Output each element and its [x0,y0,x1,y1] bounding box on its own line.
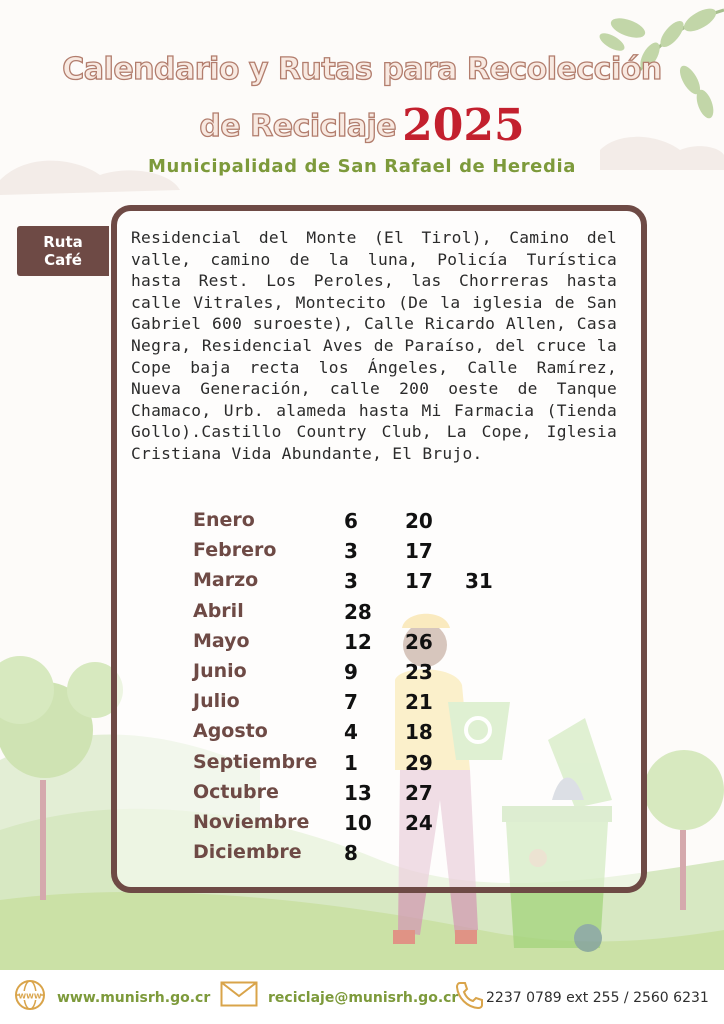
route-description: Residencial del Monte (El Tirol), Camino del valle, camino de la luna, Policía Turística hasta Rest. Los Peroles, las Chorreras hasta calle Vitrales, Montecito (De la iglesia de San Gabriel 600 suroeste), Calle Ricardo Allen, Casa Negra, Residencial Aves de Paraíso, del cruce la Cope baja recta los Ángeles, Calle Ramírez, Nueva Generación, calle 200 oeste de Tanque Chamaco, Urb. alameda hasta Mi Farmacia (Tienda Gollo).Castillo Country Club, La Cope, Iglesia Cristiana Vida Abundante, El Brujo. [131,228,617,463]
month-label: Enero [193,509,255,531]
website-link[interactable]: www.munisrh.go.cr [57,990,211,1006]
phone-numbers: 2237 0789 ext 255 / 2560 6231 [486,990,709,1006]
month-label: Mayo [193,629,250,652]
municipality-subtitle: Municipalidad de San Rafael de Heredia [147,156,576,177]
collection-day: 8 [344,841,358,866]
month-label: Agosto [193,720,268,743]
month-label: Noviembre [193,810,310,833]
month-label: Febrero [193,539,277,562]
collection-day: 23 [405,659,433,684]
collection-day: 31 [465,569,493,594]
collection-day: 12 [344,629,372,654]
collection-day: 6 [344,509,358,533]
collection-day: 4 [344,720,358,745]
collection-day: 9 [344,659,358,684]
collection-day: 17 [405,569,433,594]
route-tag [17,226,109,276]
title-line-1: Calendario y Rutas para Recolección [62,52,662,87]
title-line-2-text: de Reciclaje [199,109,397,144]
collection-day: 24 [405,810,433,835]
collection-day: 3 [344,569,358,594]
month-label: Junio [193,659,247,682]
collection-day: 20 [405,509,433,533]
collection-day: 29 [405,750,433,775]
month-label: Marzo [193,569,259,592]
email-link[interactable]: reciclaje@munisrh.go.cr [268,990,459,1006]
phone-icon [454,980,484,1010]
route-tag-line-2: Café [44,251,82,269]
collection-day: 17 [405,539,433,564]
collection-day: 3 [344,539,358,564]
collection-day: 10 [344,810,372,835]
month-label: Julio [193,690,240,713]
title-line-2 [0,96,724,151]
envelope-icon [220,981,258,1007]
collection-day: 1 [344,750,358,775]
route-tag-line-1: Ruta [43,233,83,251]
collection-day: 26 [405,629,433,654]
month-label: Octubre [193,780,279,803]
month-label: Abril [193,599,244,622]
collection-day: 13 [344,780,372,805]
collection-day: 28 [344,599,372,624]
footer [0,970,724,1024]
collection-day: 18 [405,720,433,745]
collection-day: 27 [405,780,433,805]
year-label: 2025 [402,100,525,151]
collection-day: 7 [344,690,358,715]
month-label: Diciembre [193,841,302,864]
collection-day: 21 [405,690,433,715]
globe-icon [14,979,46,1011]
month-label: Septiembre [193,750,318,773]
globe-icon-text: WWW [18,992,42,1001]
